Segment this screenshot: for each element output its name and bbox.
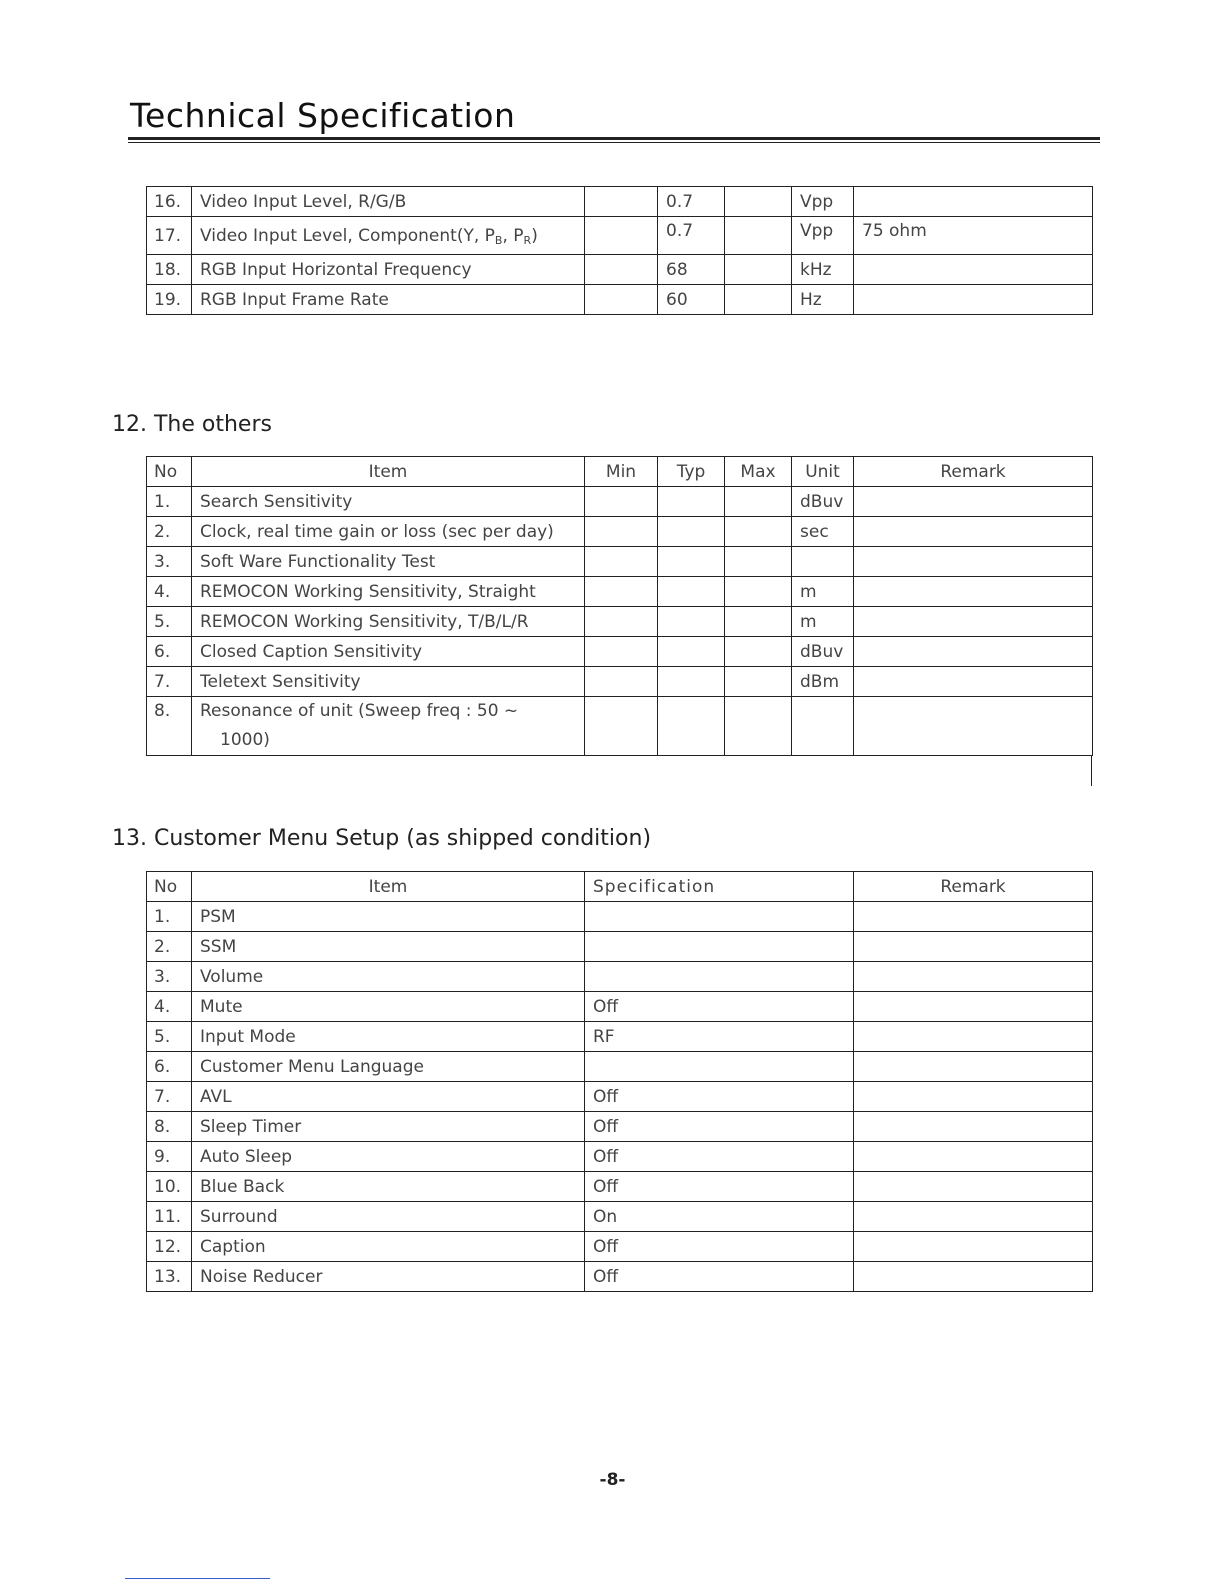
- row-typ: [658, 577, 725, 607]
- row-number: 19.: [147, 285, 192, 315]
- table-row: [147, 697, 1093, 756]
- header-remark: Remark: [854, 872, 1093, 902]
- row-number: 13.: [147, 1262, 192, 1292]
- table-row: [147, 487, 1093, 517]
- row-remark: [854, 1082, 1093, 1112]
- table-row: [147, 607, 1093, 637]
- header-item: Item: [192, 457, 585, 487]
- row-specification: [585, 902, 854, 932]
- row-typ: [658, 637, 725, 667]
- row-item: Teletext Sensitivity: [192, 667, 585, 697]
- row-specification: Off: [585, 1172, 854, 1202]
- table-row: [147, 517, 1093, 547]
- spec-table-others: [146, 456, 1093, 756]
- row-number: 1.: [147, 487, 192, 517]
- row-typ: 60: [658, 285, 725, 315]
- row-remark: [854, 992, 1093, 1022]
- row-item: Closed Caption Sensitivity: [192, 637, 585, 667]
- row-number: 7.: [147, 1082, 192, 1112]
- row-max: [725, 285, 792, 315]
- row-unit: m: [792, 577, 854, 607]
- row-remark: [854, 667, 1093, 697]
- row-typ: 0.7: [658, 217, 725, 255]
- table-row: [147, 992, 1093, 1022]
- row-max: [725, 187, 792, 217]
- row-number: 3.: [147, 547, 192, 577]
- row-typ: [658, 547, 725, 577]
- row-item: Surround: [192, 1202, 585, 1232]
- row-remark: [854, 547, 1093, 577]
- table-row: [147, 902, 1093, 932]
- row-number: 1.: [147, 902, 192, 932]
- table-row: [147, 962, 1093, 992]
- row-unit: Hz: [792, 285, 854, 315]
- table-row: [147, 637, 1093, 667]
- table-border-fragment: [1091, 756, 1092, 786]
- row-number: 11.: [147, 1202, 192, 1232]
- row-unit: Vpp: [792, 187, 854, 217]
- row-item: Caption: [192, 1232, 585, 1262]
- row-item: PSM: [192, 902, 585, 932]
- header-no: No: [147, 872, 192, 902]
- table-row: [147, 577, 1093, 607]
- row-unit: Vpp: [792, 217, 854, 255]
- row-max: [725, 517, 792, 547]
- footer-line: [125, 1578, 270, 1579]
- row-item: AVL: [192, 1082, 585, 1112]
- header-item: Item: [192, 872, 585, 902]
- row-typ: 68: [658, 255, 725, 285]
- header-max: Max: [725, 457, 792, 487]
- row-min: [585, 285, 658, 315]
- row-min: [585, 577, 658, 607]
- row-number: 8.: [147, 1112, 192, 1142]
- row-number: 2.: [147, 517, 192, 547]
- row-specification: Off: [585, 1142, 854, 1172]
- row-number: 4.: [147, 992, 192, 1022]
- row-remark: [854, 1112, 1093, 1142]
- row-unit: dBm: [792, 667, 854, 697]
- row-remark: [854, 1022, 1093, 1052]
- row-min: [585, 217, 658, 255]
- row-remark: [854, 487, 1093, 517]
- row-item: Auto Sleep: [192, 1142, 585, 1172]
- row-min: [585, 547, 658, 577]
- row-specification: On: [585, 1202, 854, 1232]
- row-remark: [854, 1262, 1093, 1292]
- row-item: Video Input Level, Component(Y, PB, PR): [192, 217, 585, 255]
- row-item: Blue Back: [192, 1172, 585, 1202]
- row-max: [725, 697, 792, 756]
- page-title: Technical Specification: [130, 96, 516, 135]
- row-remark: [854, 637, 1093, 667]
- header-min: Min: [585, 457, 658, 487]
- section-12-heading: 12. The others: [112, 412, 272, 437]
- row-min: [585, 637, 658, 667]
- table-row: [147, 1022, 1093, 1052]
- row-typ: [658, 697, 725, 756]
- row-number: 4.: [147, 577, 192, 607]
- table-row: [147, 1202, 1093, 1232]
- row-remark: [854, 187, 1093, 217]
- row-max: [725, 487, 792, 517]
- row-remark: [854, 1232, 1093, 1262]
- row-remark: 75 ohm: [854, 217, 1093, 255]
- row-item: Video Input Level, R/G/B: [192, 187, 585, 217]
- row-min: [585, 187, 658, 217]
- row-typ: 0.7: [658, 187, 725, 217]
- row-specification: [585, 1052, 854, 1082]
- row-item: Mute: [192, 992, 585, 1022]
- page-number: -8-: [599, 1470, 626, 1490]
- row-item: Volume: [192, 962, 585, 992]
- row-remark: [854, 1172, 1093, 1202]
- table-row: [147, 1142, 1093, 1172]
- row-typ: [658, 607, 725, 637]
- row-specification: [585, 932, 854, 962]
- row-min: [585, 255, 658, 285]
- row-item: Customer Menu Language: [192, 1052, 585, 1082]
- row-specification: Off: [585, 1262, 854, 1292]
- table-row: [147, 547, 1093, 577]
- row-item: Search Sensitivity: [192, 487, 585, 517]
- row-specification: Off: [585, 992, 854, 1022]
- row-remark: [854, 1202, 1093, 1232]
- row-remark: [854, 285, 1093, 315]
- row-number: 5.: [147, 1022, 192, 1052]
- row-number: 6.: [147, 1052, 192, 1082]
- row-remark: [854, 962, 1093, 992]
- row-item: Clock, real time gain or loss (sec per day): [192, 517, 585, 547]
- row-item: Input Mode: [192, 1022, 585, 1052]
- table-row: [147, 187, 1093, 217]
- row-unit: [792, 697, 854, 756]
- table-row: [147, 217, 1093, 255]
- row-specification: RF: [585, 1022, 854, 1052]
- row-item: Soft Ware Functionality Test: [192, 547, 585, 577]
- row-remark: [854, 577, 1093, 607]
- row-item: [192, 697, 585, 756]
- row-item: Noise Reducer: [192, 1262, 585, 1292]
- header-unit: Unit: [792, 457, 854, 487]
- row-item: RGB Input Horizontal Frequency: [192, 255, 585, 285]
- row-remark: [854, 517, 1093, 547]
- table-row: [147, 1232, 1093, 1262]
- row-remark: [854, 932, 1093, 962]
- row-max: [725, 607, 792, 637]
- row-number: 9.: [147, 1142, 192, 1172]
- row-number: 17.: [147, 217, 192, 255]
- spec-table-video: [146, 186, 1093, 315]
- table-header-row: [147, 457, 1093, 487]
- row-max: [725, 577, 792, 607]
- row-number: 12.: [147, 1232, 192, 1262]
- row-min: [585, 487, 658, 517]
- row-item: REMOCON Working Sensitivity, Straight: [192, 577, 585, 607]
- table-row: [147, 1082, 1093, 1112]
- row-specification: [585, 962, 854, 992]
- row-specification: Off: [585, 1082, 854, 1112]
- row-number: 10.: [147, 1172, 192, 1202]
- row-unit: [792, 547, 854, 577]
- table-row: [147, 1172, 1093, 1202]
- table-row: [147, 932, 1093, 962]
- row-max: [725, 547, 792, 577]
- row-remark: [854, 1052, 1093, 1082]
- table-row: [147, 667, 1093, 697]
- table-row: [147, 1262, 1093, 1292]
- spec-table-customer-menu: [146, 871, 1093, 1292]
- table-row: [147, 1112, 1093, 1142]
- header-typ: Typ: [658, 457, 725, 487]
- row-remark: [854, 607, 1093, 637]
- row-number: 16.: [147, 187, 192, 217]
- title-rule: [128, 137, 1100, 143]
- row-item: SSM: [192, 932, 585, 962]
- row-remark: [854, 902, 1093, 932]
- row-typ: [658, 667, 725, 697]
- row-unit: dBuv: [792, 637, 854, 667]
- row-specification: Off: [585, 1112, 854, 1142]
- row-item: REMOCON Working Sensitivity, T/B/L/R: [192, 607, 585, 637]
- table-header-row: [147, 872, 1093, 902]
- row-item-line2: 1000): [220, 730, 270, 750]
- row-item: RGB Input Frame Rate: [192, 285, 585, 315]
- row-remark: [854, 1142, 1093, 1172]
- row-remark: [854, 697, 1093, 756]
- row-unit: dBuv: [792, 487, 854, 517]
- row-max: [725, 217, 792, 255]
- row-max: [725, 255, 792, 285]
- row-number: 7.: [147, 667, 192, 697]
- row-number: 2.: [147, 932, 192, 962]
- row-unit: kHz: [792, 255, 854, 285]
- row-min: [585, 697, 658, 756]
- row-number: 8.: [147, 697, 192, 756]
- row-typ: [658, 517, 725, 547]
- row-number: 18.: [147, 255, 192, 285]
- section-13-heading: 13. Customer Menu Setup (as shipped condition): [112, 826, 652, 851]
- row-item: Sleep Timer: [192, 1112, 585, 1142]
- row-max: [725, 637, 792, 667]
- row-min: [585, 667, 658, 697]
- table-row: [147, 1052, 1093, 1082]
- row-item-line1: Resonance of unit (Sweep freq : 50 ~: [200, 701, 519, 721]
- header-specification: Specification: [585, 872, 854, 902]
- row-unit: m: [792, 607, 854, 637]
- row-min: [585, 607, 658, 637]
- table-row: [147, 255, 1093, 285]
- row-unit: sec: [792, 517, 854, 547]
- row-number: 3.: [147, 962, 192, 992]
- row-max: [725, 667, 792, 697]
- header-remark: Remark: [854, 457, 1093, 487]
- row-number: 6.: [147, 637, 192, 667]
- row-number: 5.: [147, 607, 192, 637]
- row-typ: [658, 487, 725, 517]
- row-remark: [854, 255, 1093, 285]
- header-no: No: [147, 457, 192, 487]
- table-row: [147, 285, 1093, 315]
- row-min: [585, 517, 658, 547]
- row-specification: Off: [585, 1232, 854, 1262]
